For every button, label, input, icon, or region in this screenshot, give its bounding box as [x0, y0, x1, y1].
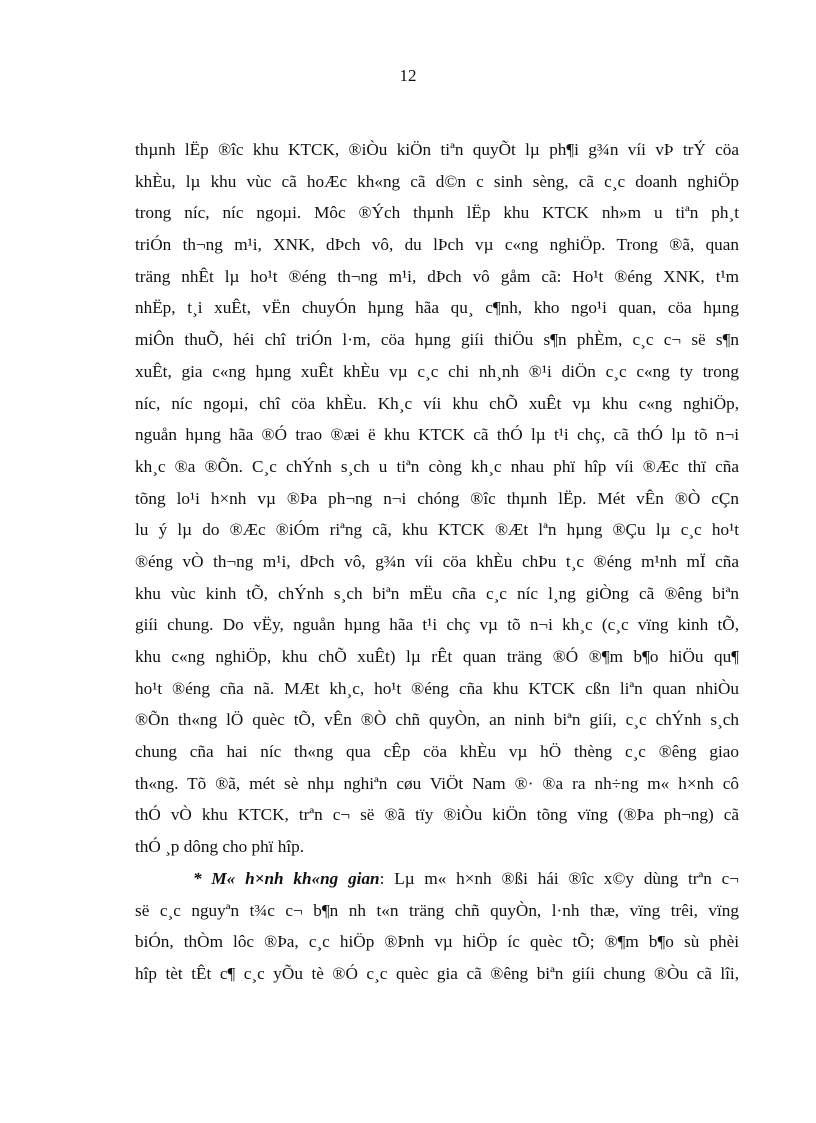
text-line: trong níc, níc ngoµi. Môc ®Ých thµnh lËp khu KTCK nh»m u tiªn ph¸t	[135, 203, 739, 223]
text-line: khÈu, lµ khu vùc cã hoÆc kh«ng cã d©n c sinh sèng, cã c¸c doanh nghiÖp	[135, 171, 739, 191]
text-line: khu vùc kinh tÕ, chÝnh s¸ch biªn mËu cña c¸c níc l¸ng giÒng cã ®êng biªn	[135, 583, 739, 603]
text-line: lu ý lµ do ®Æc ®iÓm riªng cã, khu KTCK ®Æt lªn hµng ®Çu lµ c¸c ho¹t	[135, 520, 739, 540]
section-heading: * M« h×nh kh«ng gian	[193, 868, 380, 888]
text-line: nguån hµng hãa ®Ó trao ®æi ë khu KTCK cã thÓ lµ t¹i chç, cã thÓ lµ tõ n¬i	[135, 425, 739, 445]
text-line: xuÊt, gia c«ng hµng xuÊt khÈu vµ c¸c chi nh¸nh ®¹i diÖn c¸c c«ng ty trong	[135, 361, 739, 381]
text-line: miÔn thuÕ, héi chî triÓn l·m, cöa hµng giíi thiÖu s¶n phÈm, c¸c c¬ së s¶n	[135, 330, 739, 350]
text-line: triÓn th¬ng m¹i, XNK, dÞch vô, du lÞch vµ c«ng nghiÖp. Trong ®ã, quan	[135, 235, 739, 255]
text-line: chung cña hai níc th«ng qua cÊp cöa khÈu vµ hÖ thèng c¸c ®êng giao	[135, 742, 739, 762]
text-line: níc, níc ngoµi, chî cöa khÈu. Kh¸c víi khu chÕ xuÊt vµ khu c«ng nghiÖp,	[135, 393, 739, 413]
text-line: ®Õn th«ng lÖ quèc tÕ, vÊn ®Ò chñ quyÒn, an ninh biªn giíi, c¸c chÝnh s¸ch	[135, 710, 739, 730]
text-line: ho¹t ®éng cña nã. MÆt kh¸c, ho¹t ®éng cña khu KTCK cßn liªn quan nhiÒu	[135, 678, 739, 698]
page-number: 12	[399, 66, 417, 85]
text-line: giíi chung. Do vËy, nguån hµng hãa t¹i chç vµ tõ n¬i kh¸c (c¸c vïng kinh tÕ,	[135, 615, 739, 635]
body-text	[135, 134, 739, 990]
text-line: th«ng. Tõ ®ã, mét sè nhµ nghiªn cøu ViÖt Nam ®· ®a ra nh÷ng m« h×nh cô	[135, 773, 739, 793]
paragraph-1	[135, 134, 739, 863]
text-line: nhËp, t¸i xuÊt, vËn chuyÓn hµng hãa qu¸ c¶nh, kho ngo¹i quan, cöa hµng	[135, 298, 739, 318]
text-line: së c¸c nguyªn t¾c c¬ b¶n nh t«n träng chñ quyÒn, l·nh thæ, vïng trêi, vïng	[135, 900, 739, 920]
text-line: träng nhÊt lµ ho¹t ®éng th¬ng m¹i, dÞch vô gåm cã: Ho¹t ®éng XNK, t¹m	[135, 266, 739, 286]
paragraph-2-first-line	[135, 863, 739, 895]
text-line: kh¸c ®a ®Õn. C¸c chÝnh s¸ch u tiªn còng kh¸c nhau phï hîp víi ®Æc thï cña	[135, 456, 739, 476]
text-line: biÓn, thÒm lôc ®Þa, c¸c hiÖp ®Þnh vµ hiÖp íc quèc tÕ; ®¶m b¶o sù phèi	[135, 932, 739, 952]
text-line: thµnh lËp ®îc khu KTCK, ®iÒu kiÖn tiªn quyÕt lµ ph¶i g¾n víi vÞ trÝ cöa	[135, 140, 739, 159]
text-line: thÓ vÒ khu KTCK, trªn c¬ së ®ã tïy ®iÒu kiÖn tõng vïng (®Þa ph¬ng) cã	[135, 805, 739, 825]
heading-tail-text: : Lµ m« h×nh ®ßi hái ®îc x©y dùng trªn c¬	[379, 868, 739, 888]
text-line: hîp tèt tÊt c¶ c¸c yÕu tè ®Ó c¸c quèc gia cã ®êng biªn giíi chung ®Òu cã lîi,	[135, 963, 739, 983]
text-line: tõng lo¹i h×nh vµ ®Þa ph¬ng n¬i chóng ®îc thµnh lËp. Mét vÊn ®Ò cÇn	[135, 488, 739, 508]
text-line: ®éng vÒ th¬ng m¹i, dÞch vô, g¾n víi cöa khÈu chÞu t¸c ®éng m¹nh mÏ cña	[135, 551, 739, 571]
text-line: khu c«ng nghiÖp, khu chÕ xuÊt) lµ rÊt quan träng ®Ó ®¶m b¶o hiÖu qu¶	[135, 647, 739, 666]
paragraph-2	[135, 863, 739, 990]
text-line: thÓ ¸p dông cho phï hîp.	[135, 837, 304, 857]
